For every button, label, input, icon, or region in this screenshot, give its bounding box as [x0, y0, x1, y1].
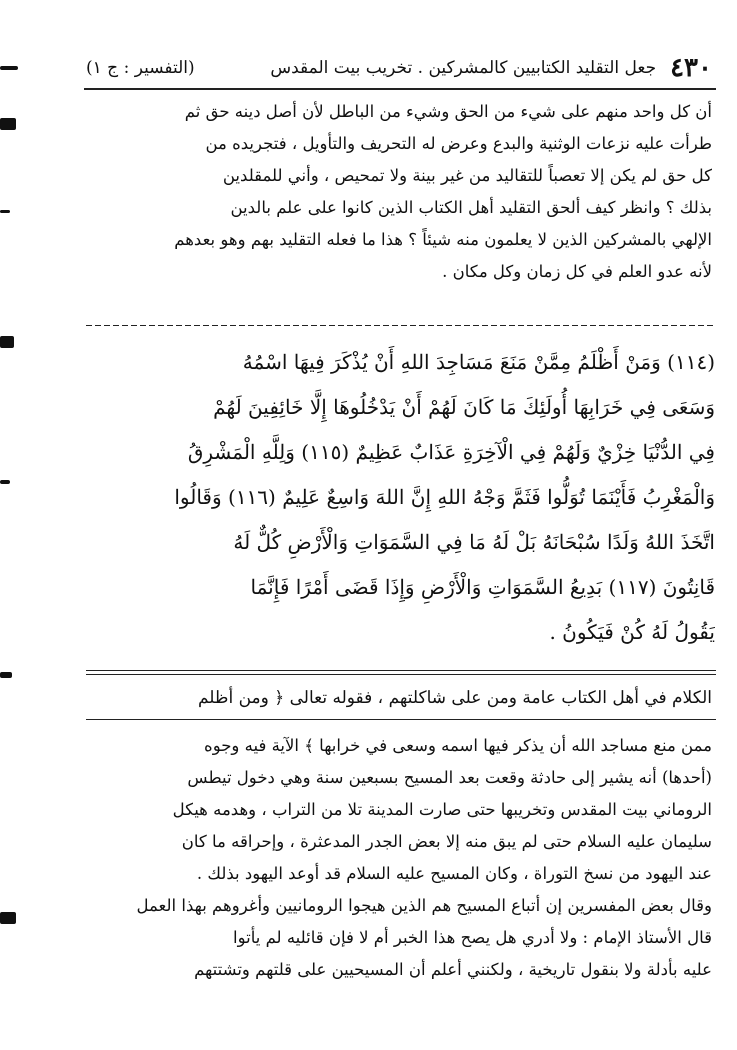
header-rule — [84, 88, 716, 90]
text-line: سليمان عليه السلام حتى لم يبق منه إلا بعض الجدر المدعثرة ، وإحراقه ما كان — [181, 832, 712, 851]
text-line: عليه بأدلة ولا بنقول تاريخية ، ولكنني أعلم أن المسيحيين على قلتهم وتشتتهم — [194, 960, 712, 979]
page-header — [86, 50, 712, 86]
text-line: طرأت عليه نزعات الوثنية والبدع وعرض له التحريف والتأويل ، فتجريده من — [205, 134, 712, 153]
section-rule-top-double — [86, 674, 716, 675]
verse-line: يَقُولُ لَهُ كُنْ فَيَكُونُ . — [549, 620, 715, 644]
intro-paragraph — [92, 96, 712, 288]
text-line: عند اليهود من نسخ التوراة ، وكان المسيح عليه السلام قد أوعد اليهود بذلك . — [196, 864, 712, 883]
verses-top-rule — [86, 325, 716, 326]
lemma-line — [92, 682, 712, 714]
verse-line: اتَّخَذَ اللهُ وَلَدًا سُبْحَانَهُ بَلْ لَهُ مَا فِي السَّمَوَاتِ وَالْأَرْضِ كُلٌّ لَهُ — [233, 530, 715, 554]
scan-edge-mark — [0, 672, 12, 678]
scan-edge-mark — [0, 66, 18, 70]
scan-edge-mark — [0, 336, 14, 348]
text-line: الكلام في أهل الكتاب عامة ومن على شاكلتهم ، فقوله تعالى ﴿ ومن أظلم — [197, 688, 712, 708]
running-title: جعل التقليد الكتابيين كالمشركين . تخريب بيت المقدس — [270, 58, 657, 78]
text-line: قال الأستاذ الإمام : ولا أدري هل يصح هذا الخبر أم لا فإن قائليه لم يأتوا — [233, 928, 712, 947]
text-line: الإلهي بالمشركين الذين لا يعلمون منه شيئاً ؟ هذا ما فعله التقليد بهم وهو بعدهم — [174, 230, 712, 249]
scan-edge-mark — [0, 480, 10, 484]
text-line: لأنه عدو العلم في كل زمان وكل مكان . — [442, 262, 712, 281]
section-rule-top — [86, 670, 716, 671]
text-line: أن كل واحد منهم على شيء من الحق وشيء من الباطل لأن أصل دينه حق ثم — [184, 102, 712, 121]
page-number: ٤٣٠ — [670, 53, 712, 83]
text-line: كل حق لم يكن إلا تعصباً للتقاليد من غير بينة ولا تمحيص ، وأني للمقلدين — [222, 166, 712, 185]
text-line: الروماني بيت المقدس وتخريبها حتى صارت المدينة تلا من التراب ، وهدمه هيكل — [172, 800, 712, 819]
verse-line: وَسَعَى فِي خَرَابِهَا أُولَئِكَ مَا كَانَ لَهُمْ أَنْ يَدْخُلُوهَا إِلَّا خَائِفِينَ لَهُمْ — [213, 395, 715, 419]
scan-edge-mark — [0, 210, 10, 213]
volume-label: (التفسير : ج ١) — [86, 58, 195, 78]
verse-line: قَانِتُونَ (١١٧) بَدِيعُ السَّمَوَاتِ وَالْأَرْضِ وَإِذَا قَضَى أَمْرًا فَإِنَّمَا — [250, 575, 715, 599]
verse-line: فِي الدُّنْيَا خِزْيٌ وَلَهُمْ فِي الْآخِرَةِ عَذَابٌ عَظِيمٌ (١١٥) وَلِلَّهِ الْمَشْرِقُ — [187, 440, 715, 464]
commentary-paragraph — [92, 730, 712, 986]
text-line: وقال بعض المفسرين إن أتباع المسيح هم الذين هيجوا الرومانيين وأغروهم بهذا العمل — [136, 896, 712, 915]
verse-line: (١١٤) وَمَنْ أَظْلَمُ مِمَّنْ مَنَعَ مَسَاجِدَ اللهِ أَنْ يُذْكَرَ فِيهَا اسْمُهُ — [242, 350, 715, 374]
text-line: بذلك ؟ وانظر كيف ألحق التقليد أهل الكتاب الذين كانوا على علم بالدين — [230, 198, 712, 217]
text-line: (أحدها) أنه يشير إلى حادثة وقعت بعد المسيح بسبعين سنة وهي دخول تيطس — [187, 768, 712, 787]
scan-edge-mark — [0, 912, 16, 924]
quran-verses — [95, 340, 715, 655]
scan-edge-mark — [0, 118, 16, 130]
text-line: ممن منع مساجد الله أن يذكر فيها اسمه وسعى في خرابها ﴾ الآية فيه وجوه — [204, 736, 712, 755]
section-rule-bottom — [86, 719, 716, 720]
verse-line: وَالْمَغْرِبُ فَأَيْنَمَا تُوَلُّوا فَثَمَّ وَجْهُ اللهِ إِنَّ اللهَ وَاسِعٌ عَلِيمٌ (١١٦) وَقَالُوا — [174, 485, 715, 509]
